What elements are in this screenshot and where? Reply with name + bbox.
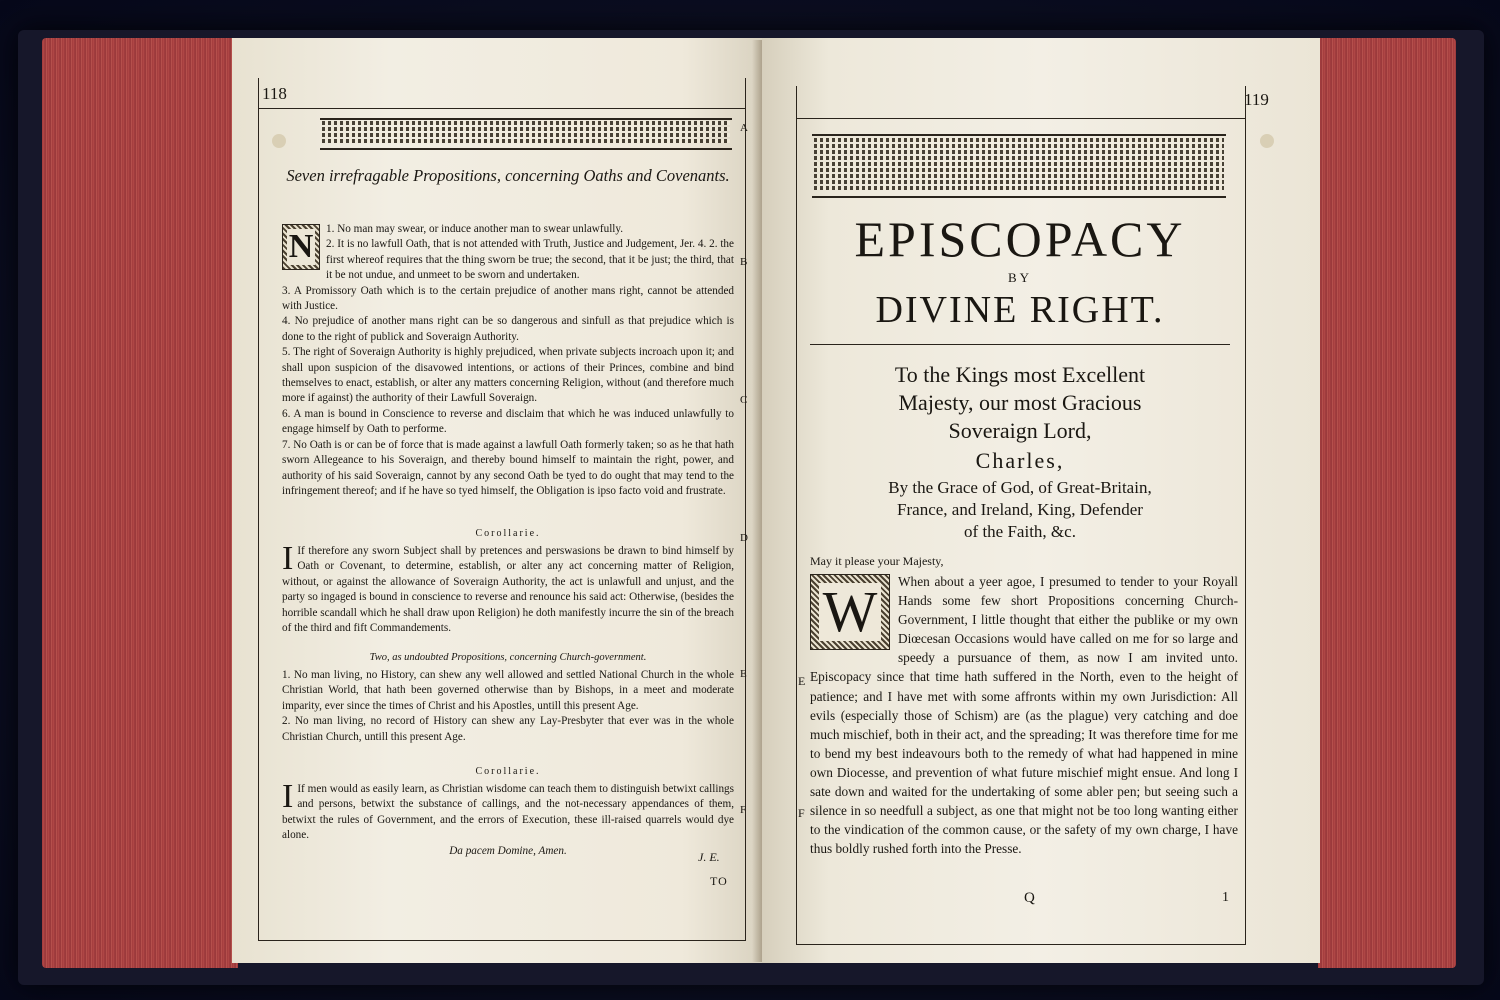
corollary-paragraph: If therefore any sworn Subject shall by pretences and perswasions be drawn to bind himself by Oath or Covenant, to determine, establish, or alter any act concerning matter of Religion, without, or against the allowance of Soveraign Authority, the act is unlawfull and unjust, and the party so ingaged is bound in conscience to reverse and renounce his said act: Otherwise, (besides the horrible scandall which he shall draw upon Religion) he doth manifestly incurre the sin of the breach of the third and fift Commandements. [282, 545, 734, 635]
right-page [762, 38, 1320, 963]
dedication-line: France, and Ireland, King, Defender [897, 500, 1143, 519]
page-number: 118 [262, 84, 287, 103]
margin-letter: F [798, 806, 805, 820]
page-number: 119 [1244, 90, 1269, 109]
salutation: May it please your Majesty, [810, 554, 944, 568]
dedication-line: Soveraign Lord, [948, 418, 1092, 443]
dedication-line: of the Faith, &c. [964, 522, 1076, 541]
author-initials: J. E. [698, 850, 720, 864]
signature-mark: Q [1024, 890, 1035, 906]
page-hole [1260, 134, 1274, 148]
proposition: 3. A Promissory Oath which is to the certain prejudice of another mans right, cannot be attended with Justice. [282, 284, 734, 313]
title-by: BY [1007, 270, 1033, 285]
corollary-text: I If men would as easily learn, as Christian wisdome can teach them to distinguish betwixt callings and persons, betwixt the substance of callings, and the not-necessary appendances of them, betwixt the rules of Government, and the errors of Execution, these ill-raised quarrels would dye alone. [282, 782, 734, 844]
left-title: Seven irrefragable Propositions, concerning Oaths and Covenants. [286, 166, 730, 185]
left-page-edges [42, 38, 238, 968]
dedication-name: Charles, [975, 448, 1065, 473]
margin-letter: B [740, 256, 748, 268]
right-page-edges [1318, 38, 1456, 968]
catchword: TO [710, 874, 728, 888]
proposition: 1. No man living, no History, can shew any well allowed and settled National Church in the whole Christian World, that hath been governed otherwise than by Bishops, in a meet and moderate imparity, ever since the times of Christ and his Apostles, untill this present Age. [282, 669, 734, 712]
proposition: 6. A man is bound in Conscience to reverse and disclaim that which he was induced unlawfully to engage himself by Oath to performe. [282, 407, 734, 436]
proposition: 5. The right of Soveraign Authority is highly prejudiced, when private subjects incroach upon it; and shall upon suspicion of the disavowed intentions, or actions of their Princes, combine and bind themselves to enact, establish, or alter any matters concerning Religion, without (and therefore much more if against) the authority of their Lawfull Soveraign. [282, 346, 734, 405]
church-propositions [282, 668, 734, 745]
closing-prayer: Da pacem Domine, Amen. [449, 845, 567, 857]
title-episcopacy: EPISCOPACY [854, 211, 1186, 267]
dedication-body [810, 572, 1238, 858]
dedication-line: Majesty, our most Gracious [898, 390, 1142, 415]
margin-letter: A [740, 122, 748, 134]
margin-letter: F [740, 804, 747, 816]
body-paragraph: When about a yeer agoe, I presumed to tender to your Royall Hands some few short Propositions concerning Church-Government, I little thought that either the publike or my own Diœcesan Occasions would have called on me for so large and speedy a pursuance of them, as now I am invited unto. Episcopacy since that time hath suffered in the North, even to the height of patience; and I have met with some affronts within my own Jurisdiction: All evils (especially those of Schism) are (as the plague) very catching and doe much mischief, both in their act, and the spreading; It was therefore time for me to bend my best indeavours both to the remedy of what had happened in mine own Diocesse, and prevention of what future mischief might ensue. And long I sate down and waited for the undertaking of some abler pen; but seeing such a silence in so needfull a subject, as one that might not be too long wanting either to the vindication of the common cause, or the safety of my own charge, I have thus boldly rushed forth into the Presse. [810, 574, 1238, 857]
corollary-heading: Corollarie. [475, 766, 541, 777]
title-divine-right: DIVINE RIGHT. [875, 289, 1165, 331]
section-heading: Two, as undoubted Propositions, concerning Church-government. [369, 652, 647, 663]
margin-letter: D [740, 532, 748, 544]
propositions-block [282, 222, 734, 499]
corollary-paragraph: If men would as easily learn, as Christian wisdome can teach them to distinguish betwixt callings and persons, betwixt the substance of callings, and the not-necessary appendances of them, betwixt the rules of Government, and the errors of Execution, these ill-raised quarrels would dye alone. [282, 783, 734, 842]
dedication-line: To the Kings most Excellent [894, 362, 1146, 387]
proposition: 1. No man may swear, or induce another man to swear unlawfully. [326, 223, 624, 235]
margin-letter: C [740, 394, 748, 406]
proposition: 2. It is no lawfull Oath, that is not attended with Truth, Justice and Judgement, Jer. 4. 2. the first whereof requires that the thing sworn be true; the second, that it be just; the third, that it be not undue, and unmeet to be sworn and undertaken. [326, 238, 734, 282]
decorated-initial-w: W [810, 574, 890, 650]
ornament-pattern [814, 138, 1224, 190]
proposition: 4. No prejudice of another mans right can be so dangerous and sinfull as that prejudice which is done to the right of publick and Soveraign Authority. [282, 315, 734, 343]
margin-letter: E [740, 668, 747, 680]
left-page [232, 38, 762, 963]
catch-number: 1 [1222, 890, 1229, 905]
corollary-heading: Corollarie. [475, 528, 541, 539]
corollary-text: I If therefore any sworn Subject shall by pretences and perswasions be drawn to bind himself by Oath or Covenant, to determine, establish, or alter any act concerning matter of Religion, without, or against the allowance of Soveraign Authority, the act is unlawfull and unjust, and the party so ingaged is bound in conscience to reverse and renounce his said act: Otherwise, (besides the horrible scandall which he shall draw upon Religion) he doth manifestly incurre the sin of the breach of the third and fift Commandements. [282, 544, 734, 636]
title-rule [810, 344, 1230, 345]
dedication-line: By the Grace of God, of Great-Britain, [888, 478, 1152, 497]
ornament-pattern [322, 121, 730, 143]
proposition: 2. No man living, no record of History can shew any Lay-Presbyter that ever was in the whole Christian Church, untill this present Age. [282, 715, 734, 743]
proposition: 7. No Oath is or can be of force that is made against a lawfull Oath formerly taken; so as he that hath sworn Allegeance to his Soveraign, and thereby bound himself to maintain the right, power, and authority of his said Soveraign, cannot by any second Oath be tyed to do ought that may tend to the infringement thereof; and if he have so tyed himself, the Obligation is ipso facto void and frustrate. [282, 438, 734, 497]
margin-letter: E [798, 674, 806, 688]
decorated-initial-n: N [282, 224, 320, 270]
